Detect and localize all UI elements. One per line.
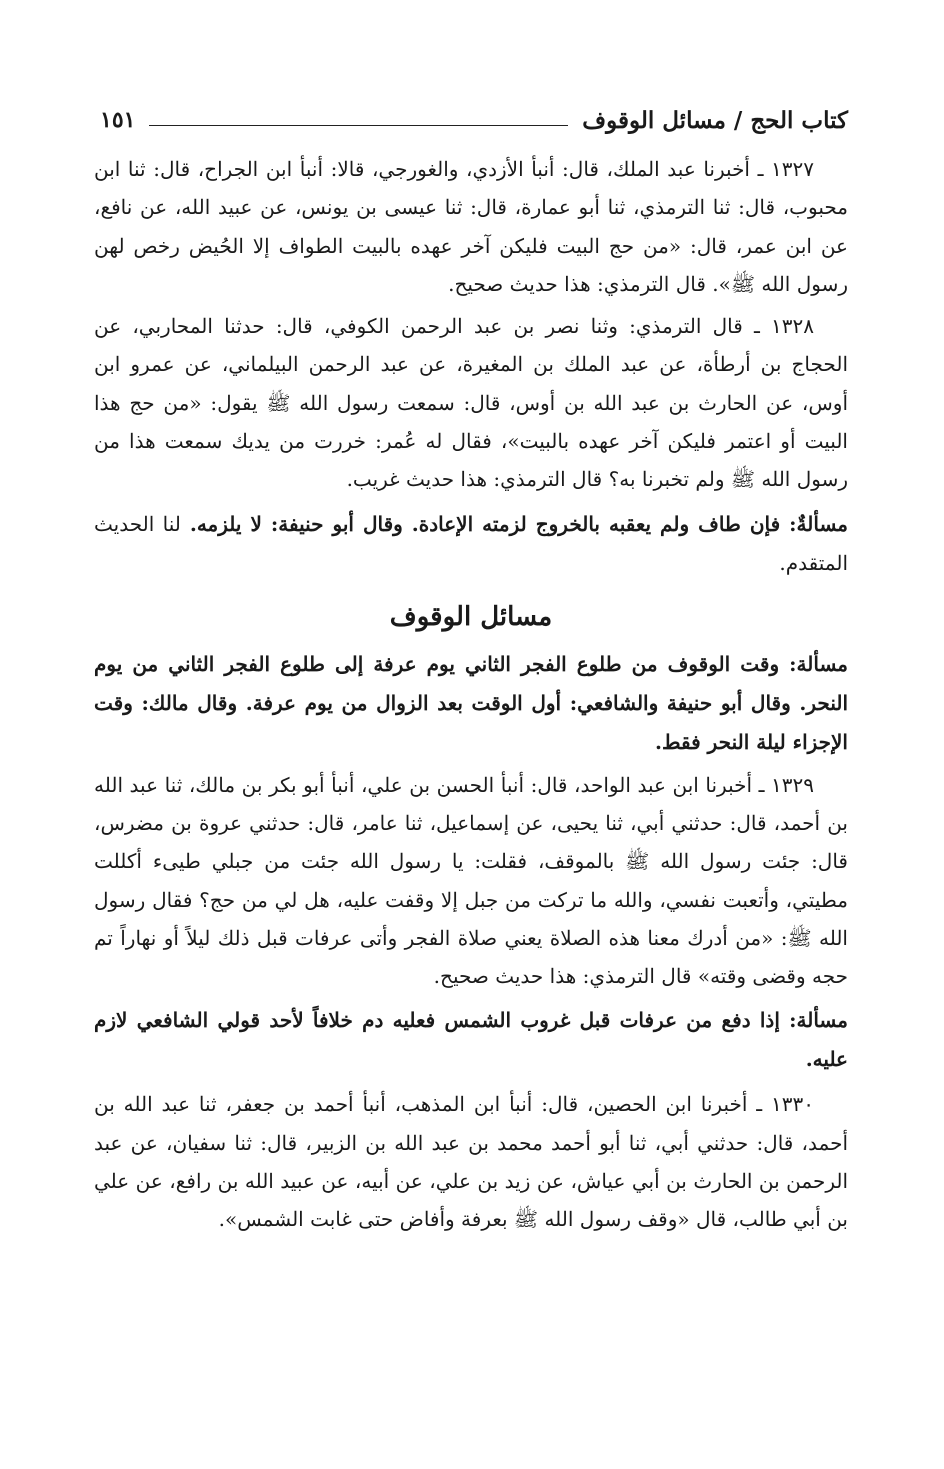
section-heading: مسائل الوقوف xyxy=(389,601,553,632)
running-title: كتاب الحج / مسائل الوقوف xyxy=(582,106,848,134)
masala-wuquf-time-text: مسألة: وقت الوقوف من طلوع الفجر الثاني يوم عرفة إلى طلوع الفجر الثاني من يوم النحر. وقال أبو حنيفة والشافعي: أول الوقت بعد الزوال من يوم عرفة. وقال مالك: وقت الإجزاء ليلة النحر فقط. xyxy=(94,651,848,754)
masala-tawaf xyxy=(94,505,848,583)
masala-leaving-arafat-text: مسألة: إذا دفع من عرفات قبل غروب الشمس فعليه دم خلافاً لأحد قولي الشافعي لازم عليه. xyxy=(94,1008,848,1072)
hadith-1328-text: ١٣٢٨ ـ قال الترمذي: وثنا نصر بن عبد الرحمن الكوفي، قال: حدثنا المحاربي، عن الحجاج بن أرطأة، عن عبد الملك بن المغيرة، عن عبد الرحمن البيلماني، عن عمرو ابن أوس، عن الحارث بن عبد الله بن أوس، قال: سمعت رسول الله ﷺ يقول: «من حج هذا البيت أو اعتمر فليكن آخر عهده بالبيت»، فقال له عُمر: خررت من يديك سمعت هذا من رسول الله ﷺ ولم تخبرنا به؟ قال الترمذي: هذا حديث غريب. xyxy=(94,314,848,492)
page-number: ١٥١ xyxy=(100,107,136,133)
hadith-1329-text: ١٣٢٩ ـ أخبرنا ابن عبد الواحد، قال: أنبأ الحسن بن علي، أنبأ أبو بكر بن مالك، ثنا عبد الله بن أحمد، قال: حدثني أبي، ثنا يحيى، عن إسماعيل، ثنا عامر، قال: حدثني عروة بن مضرس، قال: جئت رسول الله ﷺ بالموقف، فقلت: يا رسول الله جئت من جبلي طيىء أكللت مطيتي، وأتعبت نفسي، والله ما تركت من جبل إلا وقفت عليه، هل لي من حج؟ فقال رسول الله ﷺ: «من أدرك معنا هذه الصلاة يعني صلاة الفجر وأتى عرفات قبل ذلك ليلاً أو نهاراً تم حجه وقضى وقته» قال الترمذي: هذا حديث صحيح. xyxy=(94,772,848,989)
header-rule xyxy=(149,125,568,126)
masala-leaving-arafat xyxy=(94,1001,848,1079)
hadith-1330 xyxy=(94,1085,848,1238)
hadith-1329 xyxy=(94,766,848,996)
hadith-1327 xyxy=(94,150,848,303)
masala-tawaf-evidence: لنا الحديث المتقدم. xyxy=(94,511,848,575)
masala-tawaf-ruling: مسألةٌ: فإن طاف ولم يعقبه بالخروج لزمته الإعادة. وقال أبو حنيفة: لا يلزمه. xyxy=(189,511,849,536)
body-text xyxy=(94,150,848,1239)
hadith-1327-text: ١٣٢٧ ـ أخبرنا عبد الملك، قال: أنبأ الأزدي، والغورجي، قالا: أنبأ ابن الجراح، قال: ثنا ابن محبوب، قال: ثنا الترمذي، ثنا أبو عمارة، قال: ثنا عيسى بن يونس، عن عبيد الله، عن نافع، عن ابن عمر، قال: «من حج البيت فليكن آخر عهده بالبيت الطواف إلا الحُيض رخص لهن رسول الله ﷺ». قال الترمذي: هذا حديث صحيح. xyxy=(94,157,848,296)
hadith-1330-text: ١٣٣٠ ـ أخبرنا ابن الحصين، قال: أنبأ ابن المذهب، أنبأ أحمد بن جعفر، ثنا عبد الله بن أحمد، قال: حدثني أبي، ثنا أبو أحمد محمد بن عبد الله بن الزبير، قال: ثنا سفيان، عن عبد الرحمن بن الحارث بن أبي عياش، عن زيد بن علي، عن أبيه، عن عبيد الله بن رافع، عن علي بن أبي طالب، قال «وقف رسول الله ﷺ بعرفة وأفاض حتى غابت الشمس». xyxy=(94,1092,848,1232)
masala-wuquf-time xyxy=(94,645,848,762)
hadith-1328 xyxy=(94,307,848,498)
page-header xyxy=(100,103,848,137)
